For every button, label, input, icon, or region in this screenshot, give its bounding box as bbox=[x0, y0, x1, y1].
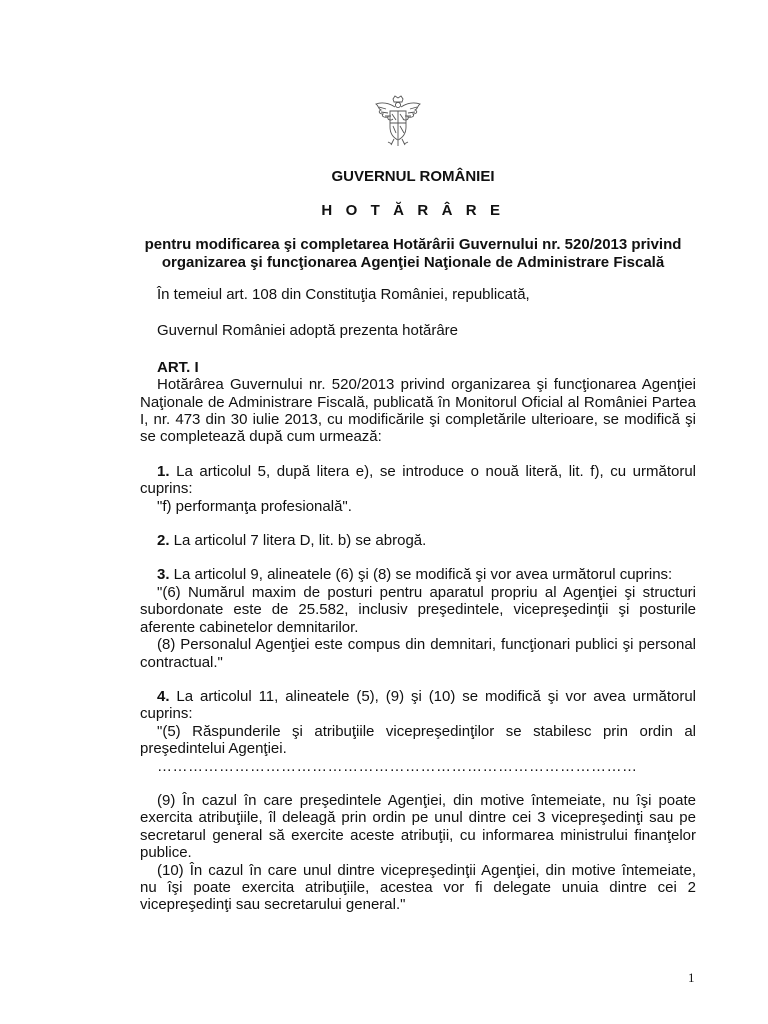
coat-of-arms-icon bbox=[373, 95, 423, 147]
article-intro: Hotărârea Guvernului nr. 520/2013 privind organizarea şi funcţionarea Agenţiei Naţionale de Administrare Fiscală, publicată în Monitorul Oficial al României Partea I, nr. 473 din 30 iulie 2013, cu modificările şi completările ulterioare, se modifică şi se completează după cum urmează: bbox=[140, 376, 696, 446]
title-line-2: organizarea şi funcţionarea Agenţiei Naţionale de Administrare Fiscală bbox=[161, 254, 665, 271]
document-body bbox=[140, 286, 696, 914]
point-3: 3. La articolul 9, alineatele (6) şi (8) se modifică şi vor avea următorul cuprins: bbox=[157, 566, 673, 584]
legal-basis: În temeiul art. 108 din Constituţia României, republicată, bbox=[157, 286, 530, 303]
point-number: 3. bbox=[157, 566, 170, 584]
point-4: 4. La articolul 11, alineatele (5), (9) şi (10) se modifică şi vor avea următorul cuprins: bbox=[140, 687, 696, 723]
point-number: 2. bbox=[157, 532, 170, 550]
act-type-heading: H O T Ă R Â R E bbox=[321, 202, 505, 219]
point-2: 2. La articolul 7 litera D, lit. b) se abrogă. bbox=[157, 532, 427, 550]
point-4-quote-9: (9) În cazul în care preşedintele Agenţiei, din motive întemeiate, nu îşi poate exercita atribuţiile, îl deleagă prin ordin pe unul dintre cei 3 vicepreşedinţi sau pe secretarul general să exercite aceste atribuţii, cu informarea ministrului finanţelor publice. bbox=[140, 791, 696, 862]
point-4-quote-10: (10) În cazul în care unul dintre vicepreşedinţii Agenţiei, din motive întemeiate, nu îşi poate exercita atribuţiile, acestea vor fi delegate unuia dintre cei 2 vicepreşedinţi sau secretarului general." bbox=[140, 861, 696, 914]
page-number: 1 bbox=[688, 970, 695, 985]
point-3-quote-8: (8) Personalul Agenţiei este compus din demnitari, funcţionari publici şi personal contractual." bbox=[140, 636, 696, 671]
point-number: 1. bbox=[157, 462, 170, 480]
ellipsis-line: ………………………………………………………………………………… bbox=[157, 757, 638, 775]
adoption-statement: Guvernul României adoptă prezenta hotărâre bbox=[157, 322, 459, 340]
point-1-quote: "f) performanţa profesională". bbox=[157, 497, 352, 515]
point-3-quote-6: "(6) Numărul maxim de posturi pentru aparatul propriu al Agenţiei şi structuri subordonate este de 25.582, inclusiv preşedintele, vicepreşedinţii şi posturile aferente cabinetelor demnitarilor. bbox=[140, 583, 696, 636]
title-line-1: pentru modificarea şi completarea Hotărârii Guvernului nr. 520/2013 privind bbox=[144, 236, 682, 253]
point-number: 4. bbox=[157, 687, 170, 705]
point-4-quote-5: "(5) Răspunderile şi atribuţiile vicepreşedinţilor se stabilesc prin ordin al preşedintelui Agenţiei. bbox=[140, 722, 696, 758]
article-heading: ART. I bbox=[157, 358, 199, 376]
government-heading: GUVERNUL ROMÂNIEI bbox=[331, 168, 495, 185]
document-title bbox=[140, 236, 686, 272]
point-1: 1. La articolul 5, după litera e), se introduce o nouă literă, lit. f), cu următorul cuprins: bbox=[140, 462, 696, 498]
